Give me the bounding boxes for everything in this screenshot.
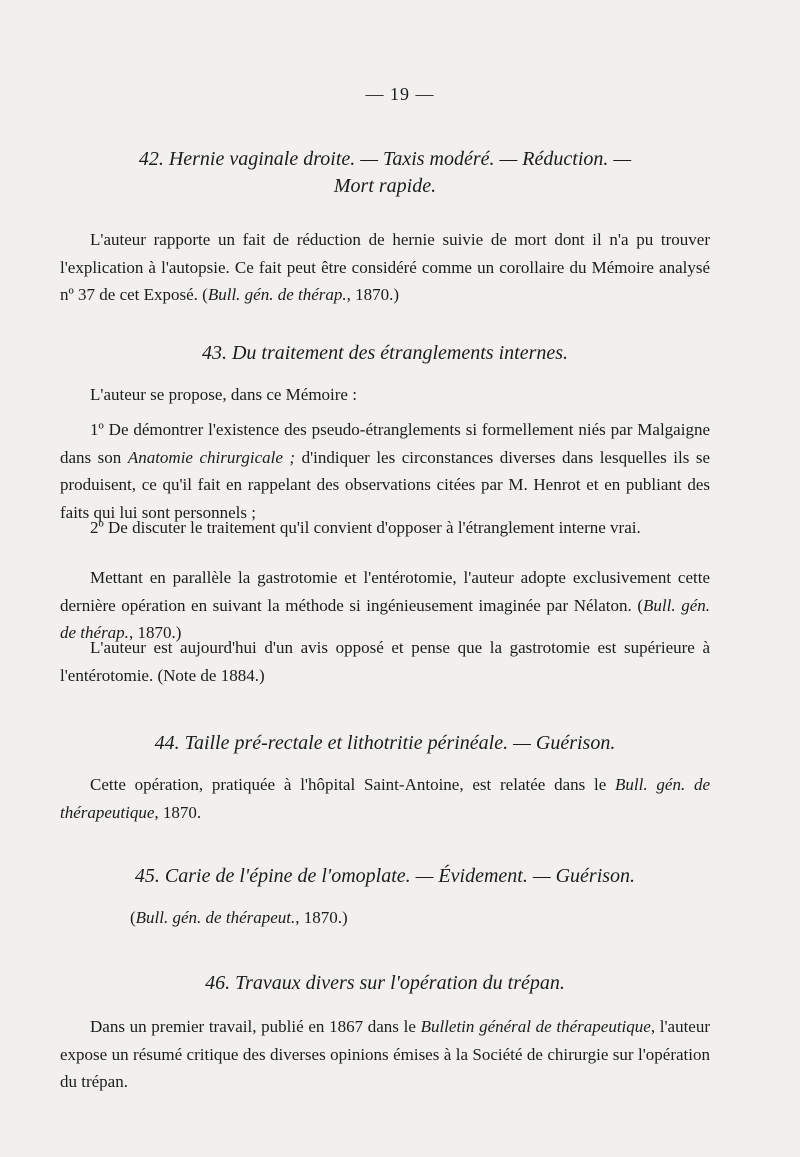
section-42-ref: Bull. gén. de thérap. — [207, 285, 347, 304]
section-42-ref-end: , 1870.) — [346, 285, 400, 304]
section-46-title: 46. Travaux divers sur l'opération du trépan. — [205, 972, 565, 994]
section-43-p3-text-a: Mettant en parallèle la gastrotomie et l'entérotomie, l'auteur adopte exclusivement cette dernière opération en suivant la méthode si ingénieusement imaginée par Nélaton. ( — [60, 568, 710, 615]
section-43-point-1 — [60, 416, 710, 526]
section-44-italic: Bull. gén. de thérapeutique — [60, 775, 711, 822]
section-43-p3-italic: Bull. gén. de thérap. — [60, 595, 710, 642]
section-46-italic: Bulletin général de thérapeutique — [420, 1017, 651, 1036]
section-45-ref-italic: Bull. gén. de thérapeut. — [135, 908, 296, 927]
section-44-text-a: Cette opération, pratiquée à l'hôpital Saint-Antoine, est relatée dans le — [90, 775, 616, 794]
section-45-ref-close: , 1870.) — [295, 908, 348, 927]
section-43-point-1-text-b: d'indiquer les circonstances diverses dans lesquelles ils se produisent, ce qu'il fait en rappelant des observations citées par M. Henrot et en publiant des faits qui lui sont personnels ; — [60, 447, 710, 522]
section-44-body — [60, 771, 710, 826]
section-45-ref — [60, 908, 710, 928]
section-42 — [60, 146, 710, 200]
section-44-title: 44. Taille pré-rectale et lithotritie périnéale. — Guérison. — [154, 732, 616, 754]
section-46-text-b: , l'auteur expose un résumé critique des diverses opinions émises à la Société de chirurgie sur l'opération du trépan. — [60, 1017, 711, 1091]
page-number: — 19 — — [365, 84, 435, 104]
section-43-note: L'auteur est aujourd'hui d'un avis opposé et pense que la gastrotomie est supérieure à l'entérotomie. (Note de 1884.) — [60, 638, 710, 685]
section-42-body — [60, 226, 710, 309]
section-43-p3-text-b: , 1870.) — [128, 623, 182, 642]
section-43-point-1-text-a: 1º De démontrer l'existence des pseudo-étranglements si formellement niés par Malgaigne dans son — [60, 420, 710, 467]
section-45-title: 45. Carie de l'épine de l'omoplate. — Évidement. — Guérison. — [134, 865, 636, 887]
section-43-title: 43. Du traitement des étranglements internes. — [201, 342, 569, 364]
section-44-text-b: , 1870. — [154, 802, 202, 822]
section-43-point-2: 2º De discuter le traitement qu'il convient d'opposer à l'étranglement interne vrai. — [90, 518, 641, 537]
section-46-body — [60, 1013, 710, 1096]
section-43-intro: L'auteur se propose, dans ce Mémoire : — [90, 385, 357, 404]
section-45-ref-open: ( — [130, 908, 136, 927]
section-46-text-a: Dans un premier travail, publié en 1867 dans le — [90, 1017, 421, 1036]
section-42-title-line2: Mort rapide. — [333, 175, 437, 197]
section-42-title-line1: 42. Hernie vaginale droite. — Taxis modéré. — Réduction. — — [138, 148, 632, 170]
section-43-point-1-italic: Anatomie chirurgicale ; — [127, 447, 296, 467]
section-42-text: L'auteur rapporte un fait de réduction de hernie suivie de mort dont il n'a pu trouver l'explication à l'autopsie. Ce fait peut être considéré comme un corollaire du Mémoire analysé nº 37 de cet Exposé. ( — [60, 230, 710, 304]
